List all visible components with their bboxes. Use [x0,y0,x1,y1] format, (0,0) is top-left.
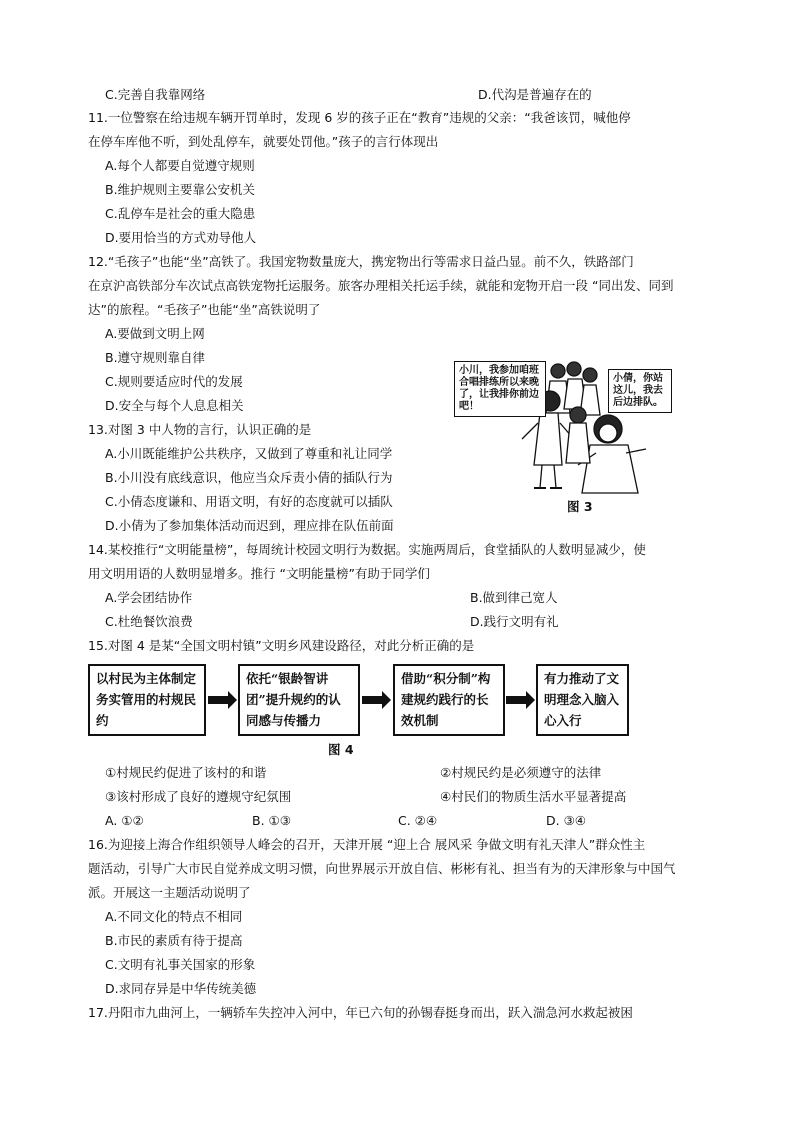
question-15-stem: 15.对图 4 是某“全国文明村镇”文明乡风建设路径，对此分析正确的是 [88,638,475,653]
question-14-stem: 14.某校推行“文明能量榜”，每周统计校园文明行为数据。实施两周后，食堂插队的人数明显减少，使 [88,542,646,557]
q16-option-c: C.文明有礼事关国家的形象 [105,957,256,972]
question-13-stem: 13.对图 3 中人物的言行，认识正确的是 [88,422,312,437]
q11-option-b: B.维护规则主要靠公安机关 [105,182,256,197]
q12-option-d: D.安全与每个人息息相关 [105,398,244,413]
q15-statement-3: ③该村形成了良好的遵规守纪氛围 [105,789,292,804]
question-12-stem-cont: 在京沪高铁部分车次试点高铁宠物托运服务。旅客办理相关托运手续，就能和宠物开启一段 “同出发、同到 [88,278,674,293]
flow-step-4: 有力推动了文明理念入脑入心入行 [536,664,629,736]
option-d: D.代沟是普遍存在的 [478,87,592,102]
question-16-stem-end: 派。开展这一主题活动说明了 [88,885,251,900]
q12-option-a: A.要做到文明上网 [105,326,205,341]
speech-bubble-xiaochuan: 小倩，你站这儿，我去后边排队。 [608,369,672,413]
q14-option-b: B.做到律己宽人 [470,590,558,605]
q11-option-d: D.要用恰当的方式劝导他人 [105,230,257,245]
figure-4-caption: 图 4 [328,742,354,757]
figure-3-caption: 图 3 [567,499,593,514]
q15-statement-2: ②村规民约是必须遵守的法律 [440,765,602,780]
question-12-stem: 12.“毛孩子”也能“坐”高铁了。我国宠物数量庞大，携宠物出行等需求日益凸显。前不久，铁路部门 [88,254,634,269]
q11-option-c: C.乱停车是社会的重大隐患 [105,206,256,221]
q11-option-a: A.每个人都要自觉遵守规则 [105,158,255,173]
flow-arrow-3 [506,690,536,710]
q13-option-c: C.小倩态度谦和、用语文明，有好的态度就可以插队 [105,494,393,509]
q12-option-c: C.规则要适应时代的发展 [105,374,243,389]
question-12-stem-end: 达”的旅程。“毛孩子”也能“坐”高铁说明了 [88,302,321,317]
question-14-stem-cont: 用文明用语的人数明显增多。推行 “文明能量榜”有助于同学们 [88,566,430,581]
question-16-stem-cont: 题活动，引导广大市民自觉养成文明习惯，向世界展示开放自信、彬彬有礼、担当有为的天津形象与中国气 [88,861,676,876]
q14-option-d: D.践行文明有礼 [470,614,559,629]
flow-arrow-2 [362,690,392,710]
question-17-stem: 17.丹阳市九曲河上，一辆轿车失控冲入河中，年已六旬的孙锡春挺身而出，跃入湍急河水救起被困 [88,1005,633,1020]
q15-statement-4: ④村民们的物质生活水平显著提高 [440,789,627,804]
q13-option-b: B.小川没有底线意识，他应当众斥责小倩的插队行为 [105,470,393,485]
flow-step-2: 依托“银龄智讲团”提升规约的认同感与传播力 [238,664,360,736]
figure-3-cartoon [450,353,672,498]
q16-option-b: B.市民的素质有待于提高 [105,933,243,948]
q16-option-d: D.求同存异是中华传统美德 [105,981,257,996]
flow-arrow-1 [208,690,238,710]
q12-option-b: B.遵守规则靠自律 [105,350,206,365]
q13-option-a: A.小川既能维护公共秩序，又做到了尊重和礼让同学 [105,446,393,461]
question-16-stem: 16.为迎接上海合作组织领导人峰会的召开，天津开展 “迎上合 展风采 争做文明有礼天津人”群众性主 [88,837,646,852]
question-11-stem-cont: 在停车库他不听，到处乱停车，就要处罚他。”孩子的言行体现出 [88,134,439,149]
question-11-stem: 11.一位警察在给违规车辆开罚单时，发现 6 岁的孩子正在“教育”违规的父亲：“我爸该罚，喊他停 [88,110,631,125]
q15-option-a: A. ①② [105,813,144,828]
q15-option-c: C. ②④ [398,813,438,828]
q15-option-b: B. ①③ [252,813,291,828]
q16-option-a: A.不同文化的特点不相同 [105,909,243,924]
q13-option-d: D.小倩为了参加集体活动而迟到，理应排在队伍前面 [105,518,394,533]
q14-option-c: C.杜绝餐饮浪费 [105,614,193,629]
speech-bubble-xiaoqian: 小川，我参加咱班合唱排练所以来晚了，让我排你前边吧！ [454,361,546,417]
q15-option-d: D. ③④ [546,813,586,828]
q14-option-a: A.学会团结协作 [105,590,193,605]
flow-step-3: 借助“积分制”构建规约践行的长效机制 [393,664,505,736]
q15-statement-1: ①村规民约促进了该村的和谐 [105,765,267,780]
option-c: C.完善自我靠网络 [105,87,206,102]
flow-step-1: 以村民为主体制定务实管用的村规民约 [88,664,206,736]
